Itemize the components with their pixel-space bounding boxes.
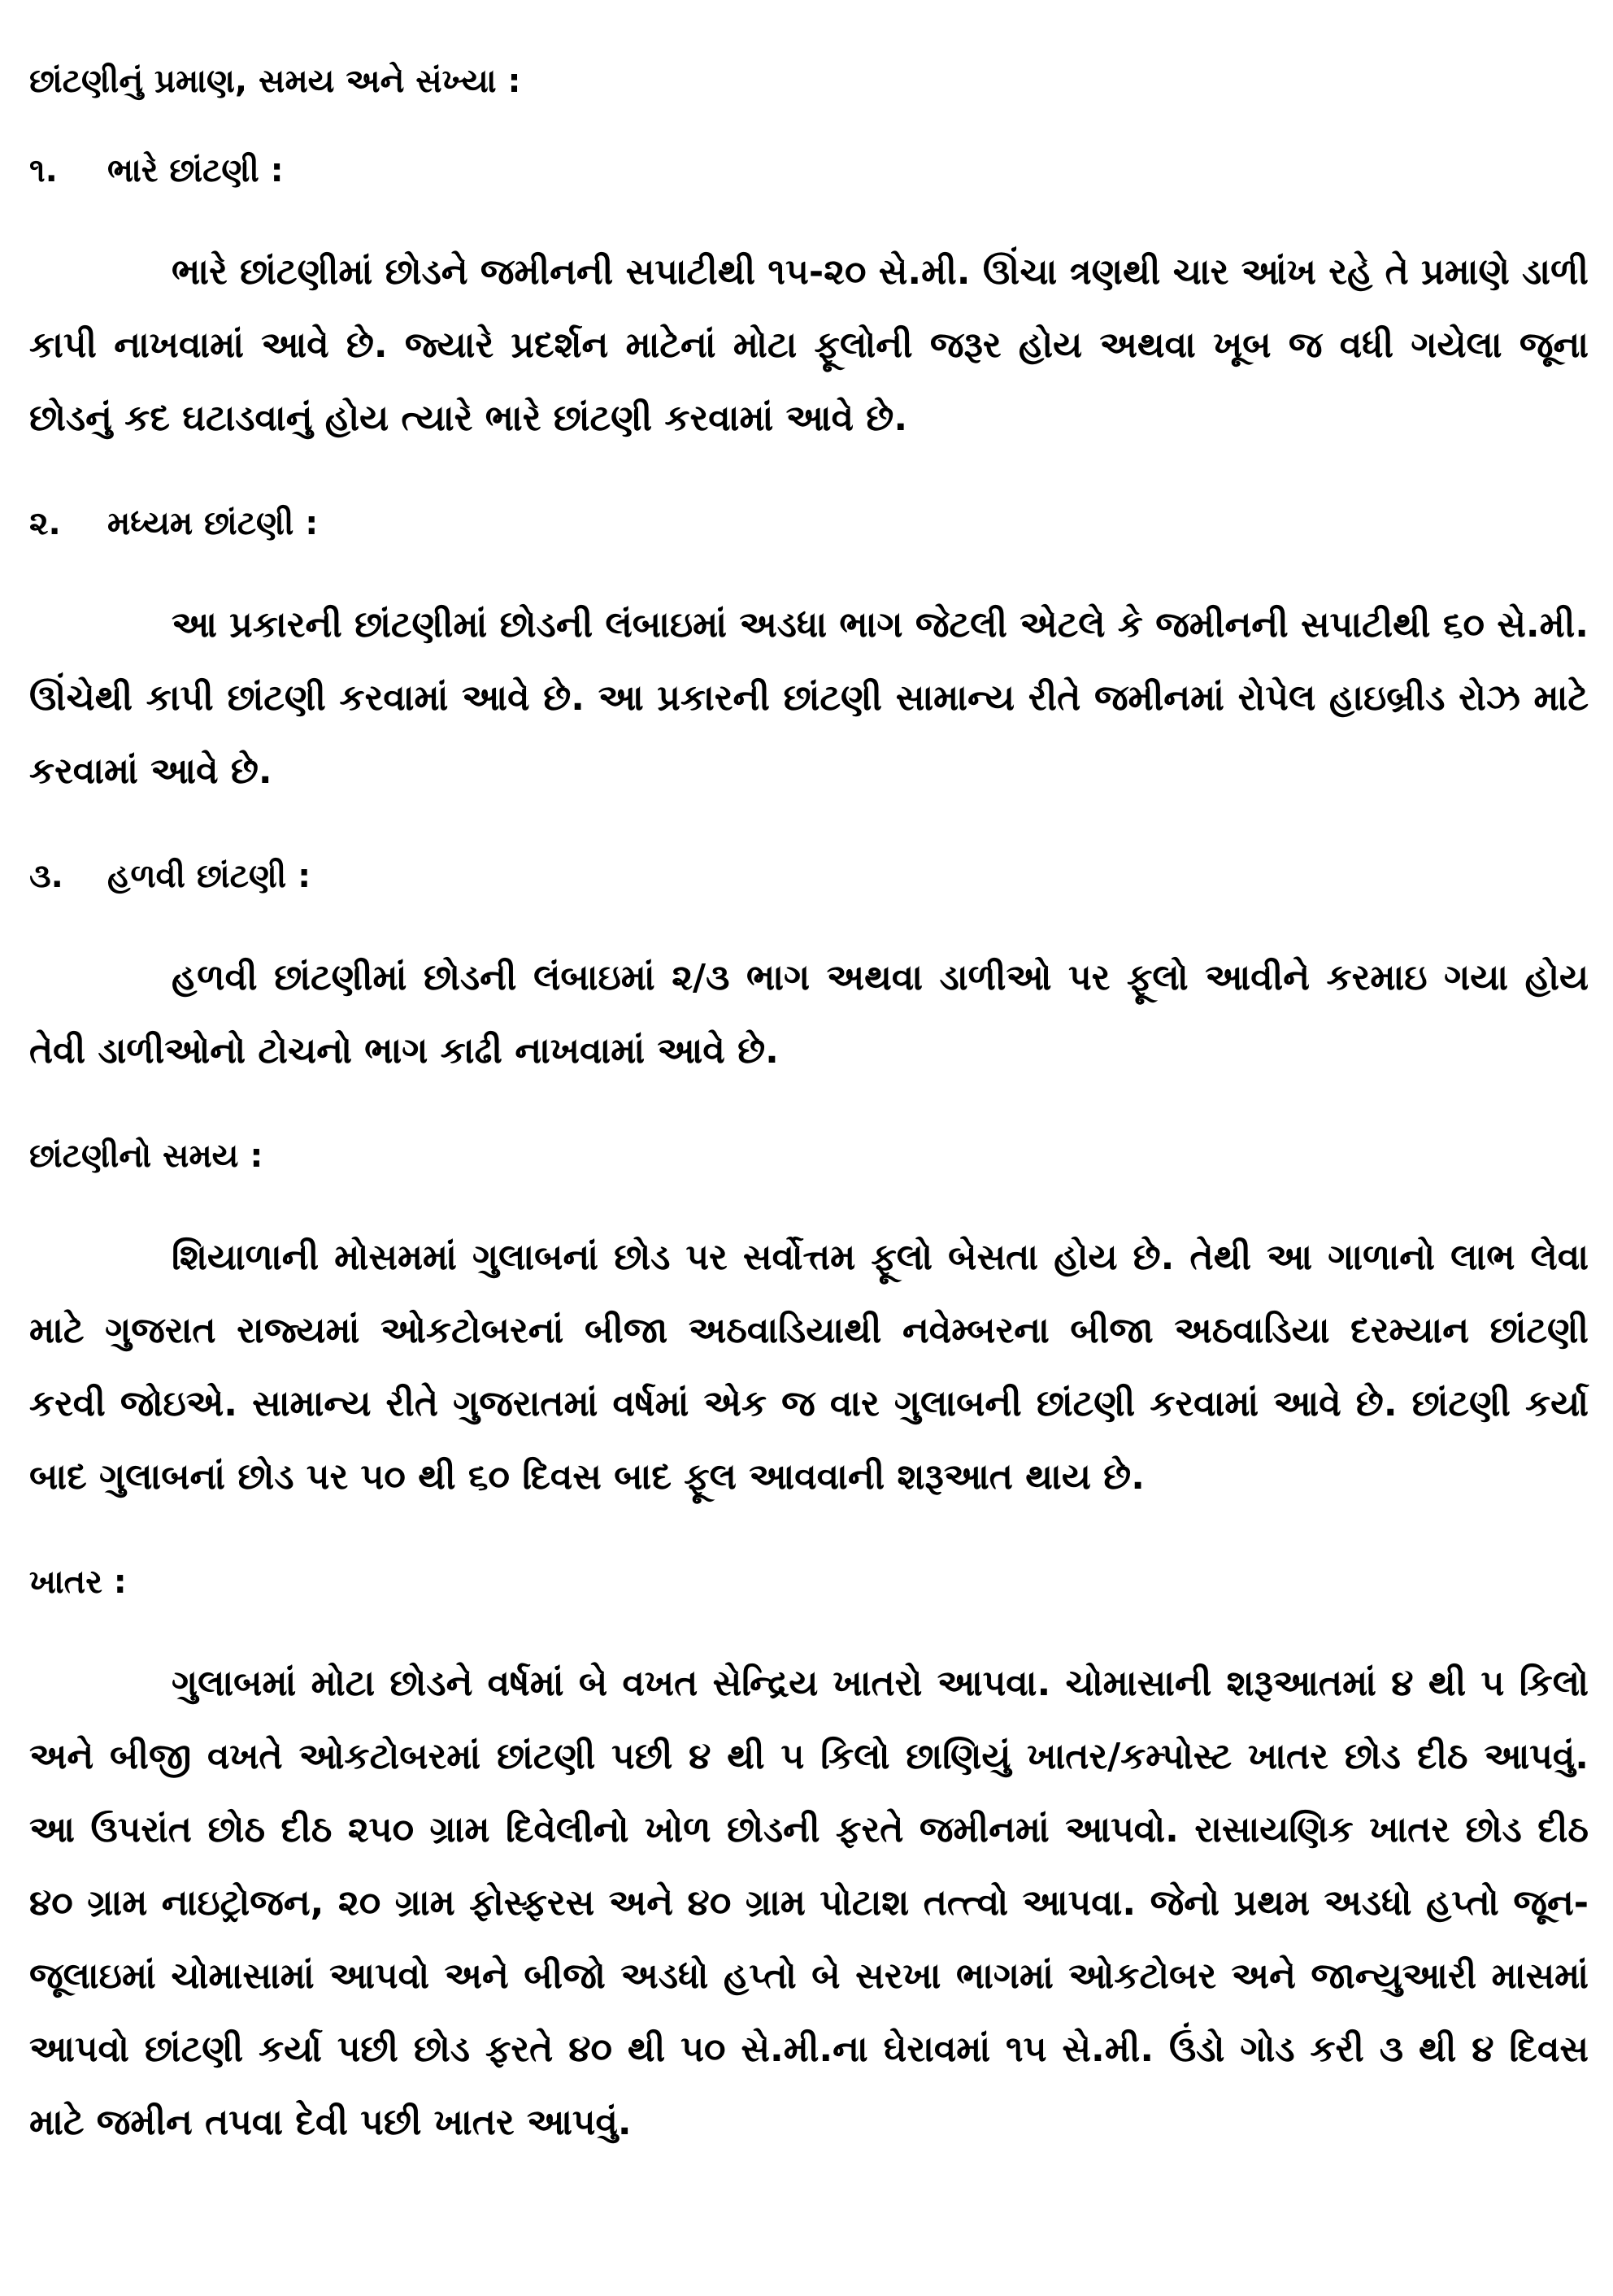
section-medium-pruning	[29, 499, 1589, 808]
section-fertilizer	[29, 1558, 1589, 2159]
section-heading-text: ભારે છાંટણી :	[107, 152, 284, 189]
section-paragraph: હળવી છાંટણીમાં છોડની લંબાઇમાં ૨/૩ ભાગ અથવા ડાળીઓ પર ફૂલો આવીને કરમાઇ ગયા હોય તેવી ડાળીઓનો ટોચનો ભાગ કાઢી નાખવામાં આવે છે.	[29, 957, 1589, 1072]
section-number: ૧.	[29, 152, 58, 189]
section-paragraph: શિયાળાની મોસમમાં ગુલાબનાં છોડ પર સર્વોત્તમ ફૂલો બેસતા હોય છે. તેથી આ ગાળાનો લાભ લેવા માટે ગુજરાત રાજ્યમાં ઓકટોબરનાં બીજા અઠવાડિયાથી નવેમ્બરના બીજા અઠવાડિયા દરમ્યાન છાંટણી કરવી જોઇએ. સામાન્ય રીતે ગુજરાતમાં વર્ષમાં એક જ વાર ગુલાબની છાંટણી કરવામાં આવે છે. છાંટણી કર્યા બાદ ગુલાબનાં છોડ પર ૫૦ થી ૬૦ દિવસ બાદ ફૂલ આવવાની શરૂઆત થાય છે.	[29, 1237, 1589, 1498]
section-number: ૩.	[29, 858, 63, 895]
section-heading	[29, 146, 1589, 195]
section-paragraph: ભારે છાંટણીમાં છોડને જમીનની સપાટીથી ૧૫-૨૦ સે.મી. ઊંચા ત્રણથી ચાર આંખ રહે તે પ્રમાણે ડાળી કાપી નાખવામાં આવે છે. જ્યારે પ્રદર્શન માટેનાં મોટા ફૂલોની જરૂર હોય અથવા ખૂબ જ વધી ગયેલા જૂના છોડનું કદ ઘટાડવાનું હોય ત્યારે ભારે છાંટણી કરવામાં આવે છે.	[29, 251, 1589, 439]
section-heading-text: છાંટણીનો સમય :	[29, 1137, 263, 1175]
section-heading	[29, 1558, 1589, 1607]
section-heading	[29, 1132, 1589, 1181]
section-paragraph: આ પ્રકારની છાંટણીમાં છોડની લંબાઇમાં અડધા ભાગ જેટલી એટલે કે જમીનની સપાટીથી ૬૦ સે.મી. ઊંચેથી કાપી છાંટણી કરવામાં આવે છે. આ પ્રકારની છાંટણી સામાન્ય રીતે જમીનમાં રોપેલ હાઇબ્રીડ રોઝ માટે કરવામાં આવે છે.	[29, 604, 1589, 792]
section-paragraph: ગુલાબમાં મોટા છોડને વર્ષમાં બે વખત સેન્દ્રિય ખાતરો આપવા. ચોમાસાની શરૂઆતમાં ૪ થી ૫ કિલો અને બીજી વખતે ઓકટોબરમાં છાંટણી પછી ૪ થી ૫ કિલો છાણિયું ખાતર/કમ્પોસ્ટ ખાતર છોડ દીઠ આપવું. આ ઉપરાંત છોઠ દીઠ ૨૫૦ ગ્રામ દિવેલીનો ખોળ છોડની ફરતે જમીનમાં આપવો. રાસાયણિક ખાતર છોડ દીઠ ૪૦ ગ્રામ નાઇટ્રોજન, ૨૦ ગ્રામ ફોસ્ફરસ અને ૪૦ ગ્રામ પોટાશ તત્ત્વો આપવા. જેનો પ્રથમ અડધો હપ્તો જૂન-જૂલાઇમાં ચોમાસામાં આપવો અને બીજો અડધો હપ્તો બે સરખા ભાગમાં ઓકટોબર અને જાન્યુઆરી માસમાં આપવો છાંટણી કર્યા પછી છોડ ફરતે ૪૦ થી ૫૦ સે.મી.ના ઘેરાવમાં ૧૫ સે.મી. ઉંડો ગોડ કરી ૩ થી ૪ દિવસ માટે જમીન તપવા દેવી પછી ખાતર આપવું.	[29, 1663, 1589, 2143]
section-heading-text: ખાતર :	[29, 1563, 127, 1601]
section-pruning-time	[29, 1132, 1589, 1514]
section-light-pruning	[29, 852, 1589, 1088]
section-heading	[29, 852, 1589, 901]
section-number: ૨.	[29, 505, 61, 542]
section-heavy-pruning	[29, 146, 1589, 455]
page-title: છાંટણીનું પ્રમાણ, સમય અને સંખ્યા :	[29, 63, 521, 100]
section-heading-text: હળવી છાંટણી :	[107, 858, 311, 895]
section-heading-text: મધ્યમ છાંટણી :	[107, 505, 319, 542]
section-heading	[29, 499, 1589, 548]
